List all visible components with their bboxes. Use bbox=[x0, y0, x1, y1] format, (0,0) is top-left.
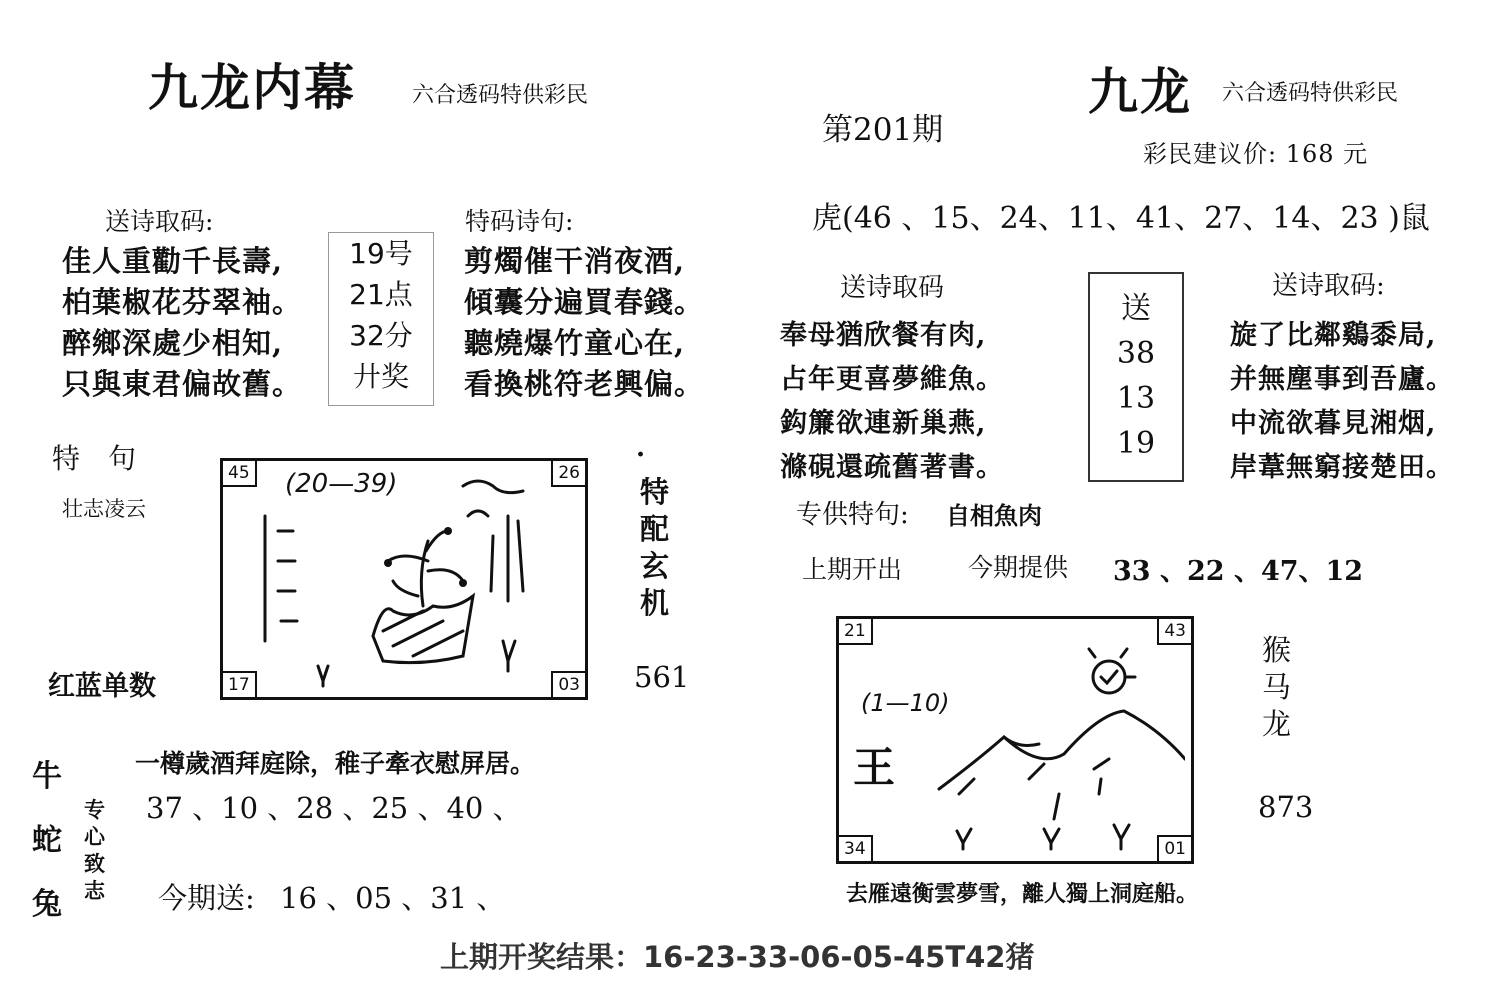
corner-number-br: 01 bbox=[1157, 835, 1191, 861]
right-animals bbox=[1262, 632, 1291, 743]
left-code-number: 561 bbox=[634, 660, 690, 694]
tiger-rat-line: 虎(46 、15、24、11、41、27、14、23 )鼠 bbox=[812, 201, 1430, 236]
box-line: 38 bbox=[1116, 336, 1156, 371]
box-line: 32分 bbox=[349, 319, 413, 352]
red-blue-label: 红蓝单数 bbox=[48, 671, 156, 702]
left-subtitle: 六合透码特供彩民 bbox=[412, 83, 589, 108]
poem-line: 醉鄉深處少相知, bbox=[62, 326, 284, 360]
sketch-char: 王 bbox=[853, 743, 896, 792]
dot-mark: · bbox=[636, 440, 646, 470]
left-numbers-line: 37 、10 、28 、25 、40 、 bbox=[146, 791, 522, 825]
poem-line: 鈎簾欲連新巢燕, bbox=[780, 408, 987, 439]
poem-line: 岸葦無窮接楚田。 bbox=[1230, 452, 1454, 483]
right-subtitle: 六合透码特供彩民 bbox=[1222, 81, 1399, 106]
special-phrase: 壮志凌云 bbox=[62, 497, 146, 521]
poem-line: 剪燭催干消夜酒, bbox=[464, 244, 686, 278]
corner-number-bl: 17 bbox=[223, 671, 257, 697]
left-sketch-frame bbox=[220, 458, 588, 700]
corner-number-tr: 43 bbox=[1157, 619, 1191, 645]
right-sketch-frame bbox=[836, 616, 1194, 864]
animal-char: 牛 bbox=[32, 759, 62, 794]
box-line: 13 bbox=[1116, 381, 1156, 416]
poem-line: 滌硯還疏舊著書。 bbox=[780, 452, 1004, 483]
poem-line: 聽燒爆竹童心在, bbox=[464, 326, 686, 360]
box-line: 廾奖 bbox=[352, 360, 409, 393]
right-poem-left bbox=[780, 314, 1004, 490]
poem-line: 柏葉椒花芬翠袖。 bbox=[62, 285, 303, 319]
right-number-box bbox=[1088, 272, 1184, 482]
left-number-box bbox=[328, 232, 434, 406]
right-poem-right bbox=[1230, 314, 1454, 490]
left-title: 九龙内幕 bbox=[148, 58, 356, 117]
provide-label: 今期提供 bbox=[968, 553, 1069, 582]
animal-char: 猴 bbox=[1262, 633, 1292, 667]
animal-char: 马 bbox=[1262, 670, 1292, 704]
poem-line: 傾囊分遍買春錢。 bbox=[464, 285, 705, 319]
poem-line: 占年更喜夢維魚。 bbox=[780, 364, 1004, 395]
animal-char: 蛇 bbox=[32, 823, 62, 858]
right-caption: 去雁遠衡雲夢雪，離人獨上洞庭船。 bbox=[846, 881, 1199, 907]
sketch-text: (20—39) bbox=[285, 469, 398, 499]
vertical-char: 特 bbox=[640, 475, 670, 509]
vertical-char: 机 bbox=[640, 586, 670, 620]
box-line: 送 bbox=[1121, 291, 1151, 326]
corner-number-tl: 45 bbox=[223, 461, 257, 487]
sketch-text: (1—10) bbox=[861, 689, 950, 717]
corner-number-br: 03 bbox=[551, 671, 585, 697]
corner-number-tl: 21 bbox=[839, 619, 873, 645]
focus-char: 致 bbox=[84, 851, 105, 876]
focus-char: 心 bbox=[84, 824, 105, 849]
special-supply-label: 专供特句: bbox=[796, 500, 909, 530]
vertical-char: 配 bbox=[640, 512, 670, 546]
provide-numbers: 33 、22 、47、12 bbox=[1113, 556, 1364, 587]
focus-char: 志 bbox=[84, 878, 105, 903]
poem-line: 中流欲暮見湘烟, bbox=[1230, 408, 1437, 439]
plant-sketch bbox=[223, 461, 579, 691]
right-poem-heading: 送诗取码 bbox=[840, 273, 945, 303]
right-title: 九龙 bbox=[1088, 62, 1192, 121]
send-numbers: 16 、05 、31 、 bbox=[280, 881, 506, 915]
box-line: 19号 bbox=[349, 237, 413, 270]
mountain-sketch bbox=[839, 619, 1185, 855]
send-label: 今期送: bbox=[158, 881, 255, 915]
poem-line: 只與東君偏故舊。 bbox=[62, 367, 303, 401]
right-poem-heading-2: 送诗取码: bbox=[1272, 271, 1385, 301]
poem-line: 佳人重勸千長壽, bbox=[62, 244, 284, 278]
poem-line: 看換桃符老興偏。 bbox=[464, 367, 705, 401]
focus-char: 专 bbox=[84, 797, 105, 822]
previous-draw-result: 上期开奖结果：16-23-33-06-05-45T42猪 bbox=[440, 940, 1035, 974]
right-code-number: 873 bbox=[1258, 790, 1314, 824]
issue-number: 第201期 bbox=[822, 112, 944, 148]
left-animals bbox=[32, 745, 62, 937]
vertical-char: 玄 bbox=[640, 549, 670, 583]
box-line: 19 bbox=[1116, 426, 1156, 461]
left-special-poem bbox=[464, 241, 704, 405]
box-line: 21点 bbox=[349, 278, 413, 311]
animal-char: 龙 bbox=[1262, 707, 1292, 741]
corner-number-tr: 26 bbox=[551, 461, 585, 487]
left-poem-heading: 送诗取码: bbox=[105, 207, 214, 236]
left-verse: 一樽歲酒拜庭除，稚子牽衣慰屏居。 bbox=[135, 749, 536, 778]
corner-number-bl: 34 bbox=[839, 835, 873, 861]
special-vertical-label bbox=[640, 474, 669, 622]
focus-label bbox=[84, 796, 105, 904]
left-special-poem-heading: 特码诗句: bbox=[465, 207, 574, 236]
poem-line: 奉母猶欣餐有肉, bbox=[780, 320, 987, 351]
animal-char: 兔 bbox=[32, 887, 62, 922]
special-supply-text: 自相魚肉 bbox=[946, 501, 1042, 530]
poem-line: 旋了比鄰鷄黍局, bbox=[1230, 320, 1437, 351]
suggested-price: 彩民建议价: 168 元 bbox=[1143, 140, 1369, 168]
special-phrase-label: 特 句 bbox=[52, 442, 137, 475]
last-issue-label: 上期开出 bbox=[802, 555, 903, 584]
poem-line: 并無塵事到吾廬。 bbox=[1230, 364, 1454, 395]
left-poem bbox=[62, 241, 302, 405]
